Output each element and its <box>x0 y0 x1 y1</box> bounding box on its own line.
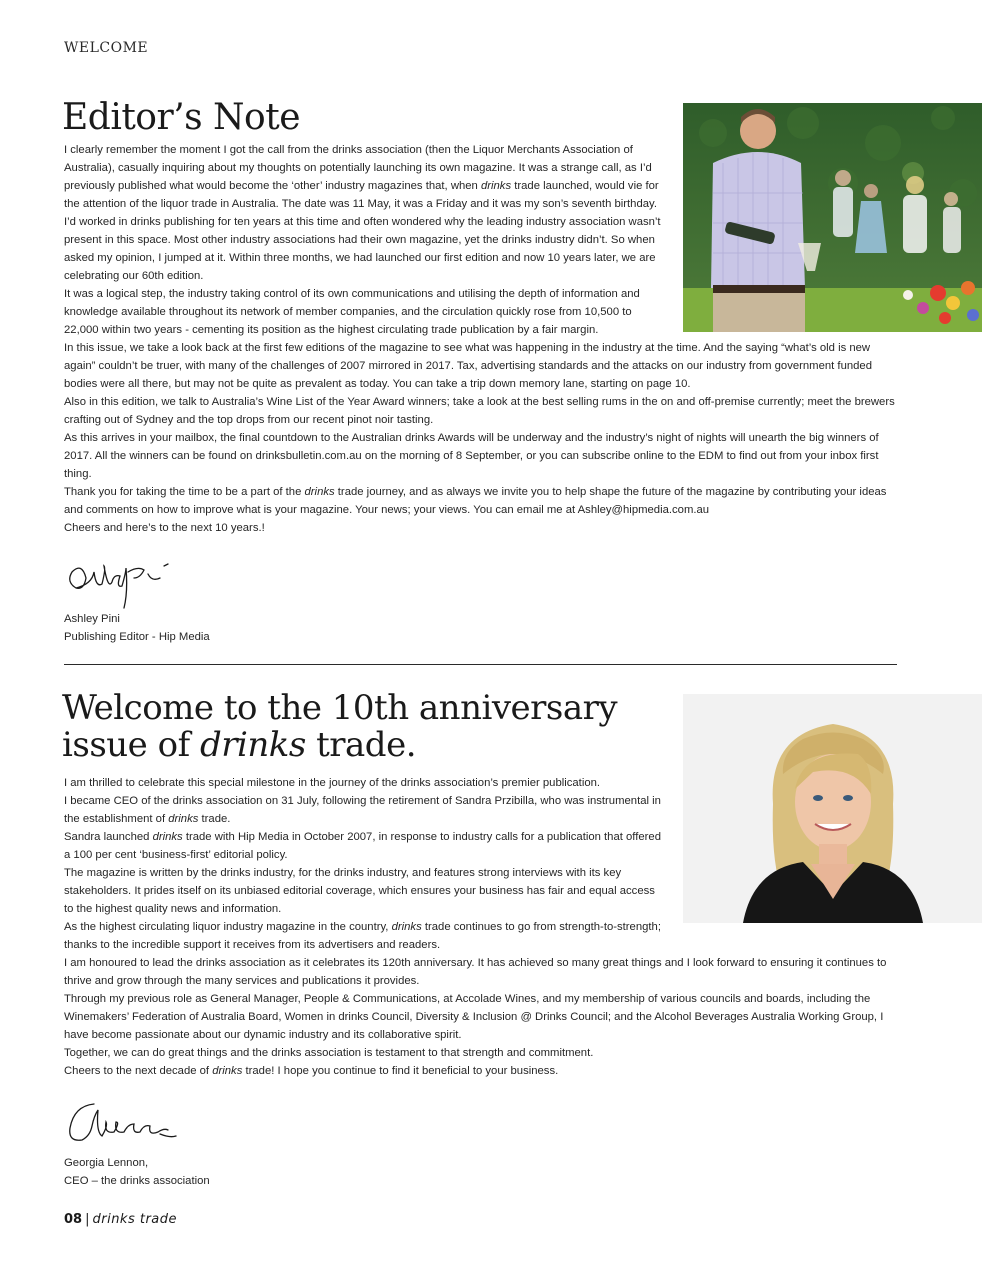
section-label: WELCOME <box>64 40 149 56</box>
editor-name: Ashley Pini <box>64 613 120 625</box>
welcome-title: Welcome to the 10th anniversary issue of drinks trade. <box>62 688 618 765</box>
welcome-paragraph-6: I am honoured to lead the drinks association as it celebrates its 120th anniversary. It has achieved so many great things and I look forward to ensuring it continues to thrive and grow through the many services and publications it provides. <box>64 957 887 987</box>
editor-signature <box>64 548 184 612</box>
footer-separator: | <box>85 1212 90 1227</box>
editor-paragraph-5: Also in this edition, we talk to Australia’s Wine List of the Year Award winners; take a look at the best selling rums in the on and off-premise currently; meet the brewers crafting out of Sydney and the top drops from our recent pinot noir tasting. <box>64 396 895 426</box>
ceo-signature <box>64 1096 184 1150</box>
editor-note-title: Editor’s Note <box>62 97 300 138</box>
page-number: 08 <box>64 1212 83 1227</box>
editor-signoff <box>64 610 210 646</box>
section-divider <box>64 664 897 665</box>
editor-note-body <box>64 141 904 537</box>
editor-role: Publishing Editor - Hip Media <box>64 631 210 643</box>
welcome-paragraph-4: The magazine is written by the drinks industry, for the drinks industry, and features strong interviews with its key stakeholders. It prides itself on its unbiased editorial coverage, which ensures your business has fair and equal access to the highest quality news and information. <box>64 867 655 915</box>
ceo-name: Georgia Lennon, <box>64 1157 149 1169</box>
welcome-paragraph-1: I am thrilled to celebrate this special milestone in the journey of the drinks association’s premier publication. <box>64 777 601 789</box>
welcome-paragraph-7: Through my previous role as General Manager, People & Communications, at Accolade Wines, and my membership of various councils and boards, including the Winemakers’ Federation of Australia Board, Women in drinks Council, Diversity & Inclusion @ Drinks Council; and the Alcohol Beverages Australia Working Group, I have become passionate about our dynamic industry and its collaborative spirit. <box>64 993 884 1041</box>
publication-name: drinks trade <box>92 1212 178 1227</box>
editor-paragraph-3: It was a logical step, the industry taking control of its own communications and utilising the depth of information and knowledge available throughout its network of member companies, and the circulation quickly rose from 10,500 to 22,000 within two years - cementing its position as the highest circulating trade publication by a fair margin. <box>64 288 640 336</box>
editor-paragraph-6: As this arrives in your mailbox, the final countdown to the Australian drinks Awards will be underway and the industry’s night of nights will unearth the big winners of 2017. All the winners can be found on drinksbulletin.com.au on the morning of 8 September, or you can subscribe online to the EDM to find out from your inbox first thing. <box>64 432 879 480</box>
welcome-paragraph-2: I became CEO of the drinks association on 31 July, following the retirement of Sandra Przibilla, who was instrumental in the establishment of drinks trade. <box>64 795 661 825</box>
editor-paragraph-8: Cheers and here’s to the next 10 years.! <box>64 522 265 534</box>
editor-paragraph-1: I clearly remember the moment I got the call from the drinks association (then the Liquor Merchants Association of Australia), casually inquiring about my thoughts on potentially launching its own magazine. It was a strange call, as I’d previously published what would become the ‘other’ industry magazines that, when drinks trade launched, would vie for the attention of the liquor trade in Australia. The date was 11 May, it was a Friday and it was my son’s seventh birthday. <box>64 144 659 210</box>
welcome-paragraph-8: Together, we can do great things and the drinks association is testament to that strength and commitment. <box>64 1047 594 1059</box>
welcome-paragraph-3: Sandra launched drinks trade with Hip Media in October 2007, in response to industry calls for a publication that offered a 100 per cent ‘business-first’ editorial policy. <box>64 831 661 861</box>
ceo-signoff <box>64 1154 210 1190</box>
ceo-role: CEO – the drinks association <box>64 1175 210 1187</box>
welcome-body <box>64 774 904 1080</box>
editor-paragraph-7: Thank you for taking the time to be a part of the drinks trade journey, and as always we invite you to help shape the future of the magazine by contributing your ideas and comments on how to improve what is your magazine. Your news; your views. You can email me at Ashley@hipmedia.com.au <box>64 486 887 516</box>
welcome-paragraph-5: As the highest circulating liquor industry magazine in the country, drinks trade continues to go from strength-to-strength; thanks to the incredible support it receives from its advertisers and readers. <box>64 921 661 951</box>
editor-paragraph-2: I’d worked in drinks publishing for ten years at this time and often wondered why the leading industry association wasn’t present in this space. Most other industry associations had their own magazine, yet the drinks industry didn’t. So when asked my opinion, I jumped at it. Within three months, we had launched our first edition and now 10 years later, we are celebrating our 60th edition. <box>64 216 661 282</box>
page-footer <box>64 1212 177 1227</box>
editor-paragraph-4: In this issue, we take a look back at the first few editions of the magazine to see what was happening in the industry at the time. And the saying “what’s old is new again” couldn’t be truer, with many of the challenges of 2007 mirrored in 2017. Tax, advertising standards and the attacks on our industry from government funded bodies were all there, but may not be quite as prevalent as today. You can take a trip down memory lane, starting on page 10. <box>64 342 872 390</box>
welcome-paragraph-9: Cheers to the next decade of drinks trade! I hope you continue to find it beneficial to your business. <box>64 1065 559 1077</box>
